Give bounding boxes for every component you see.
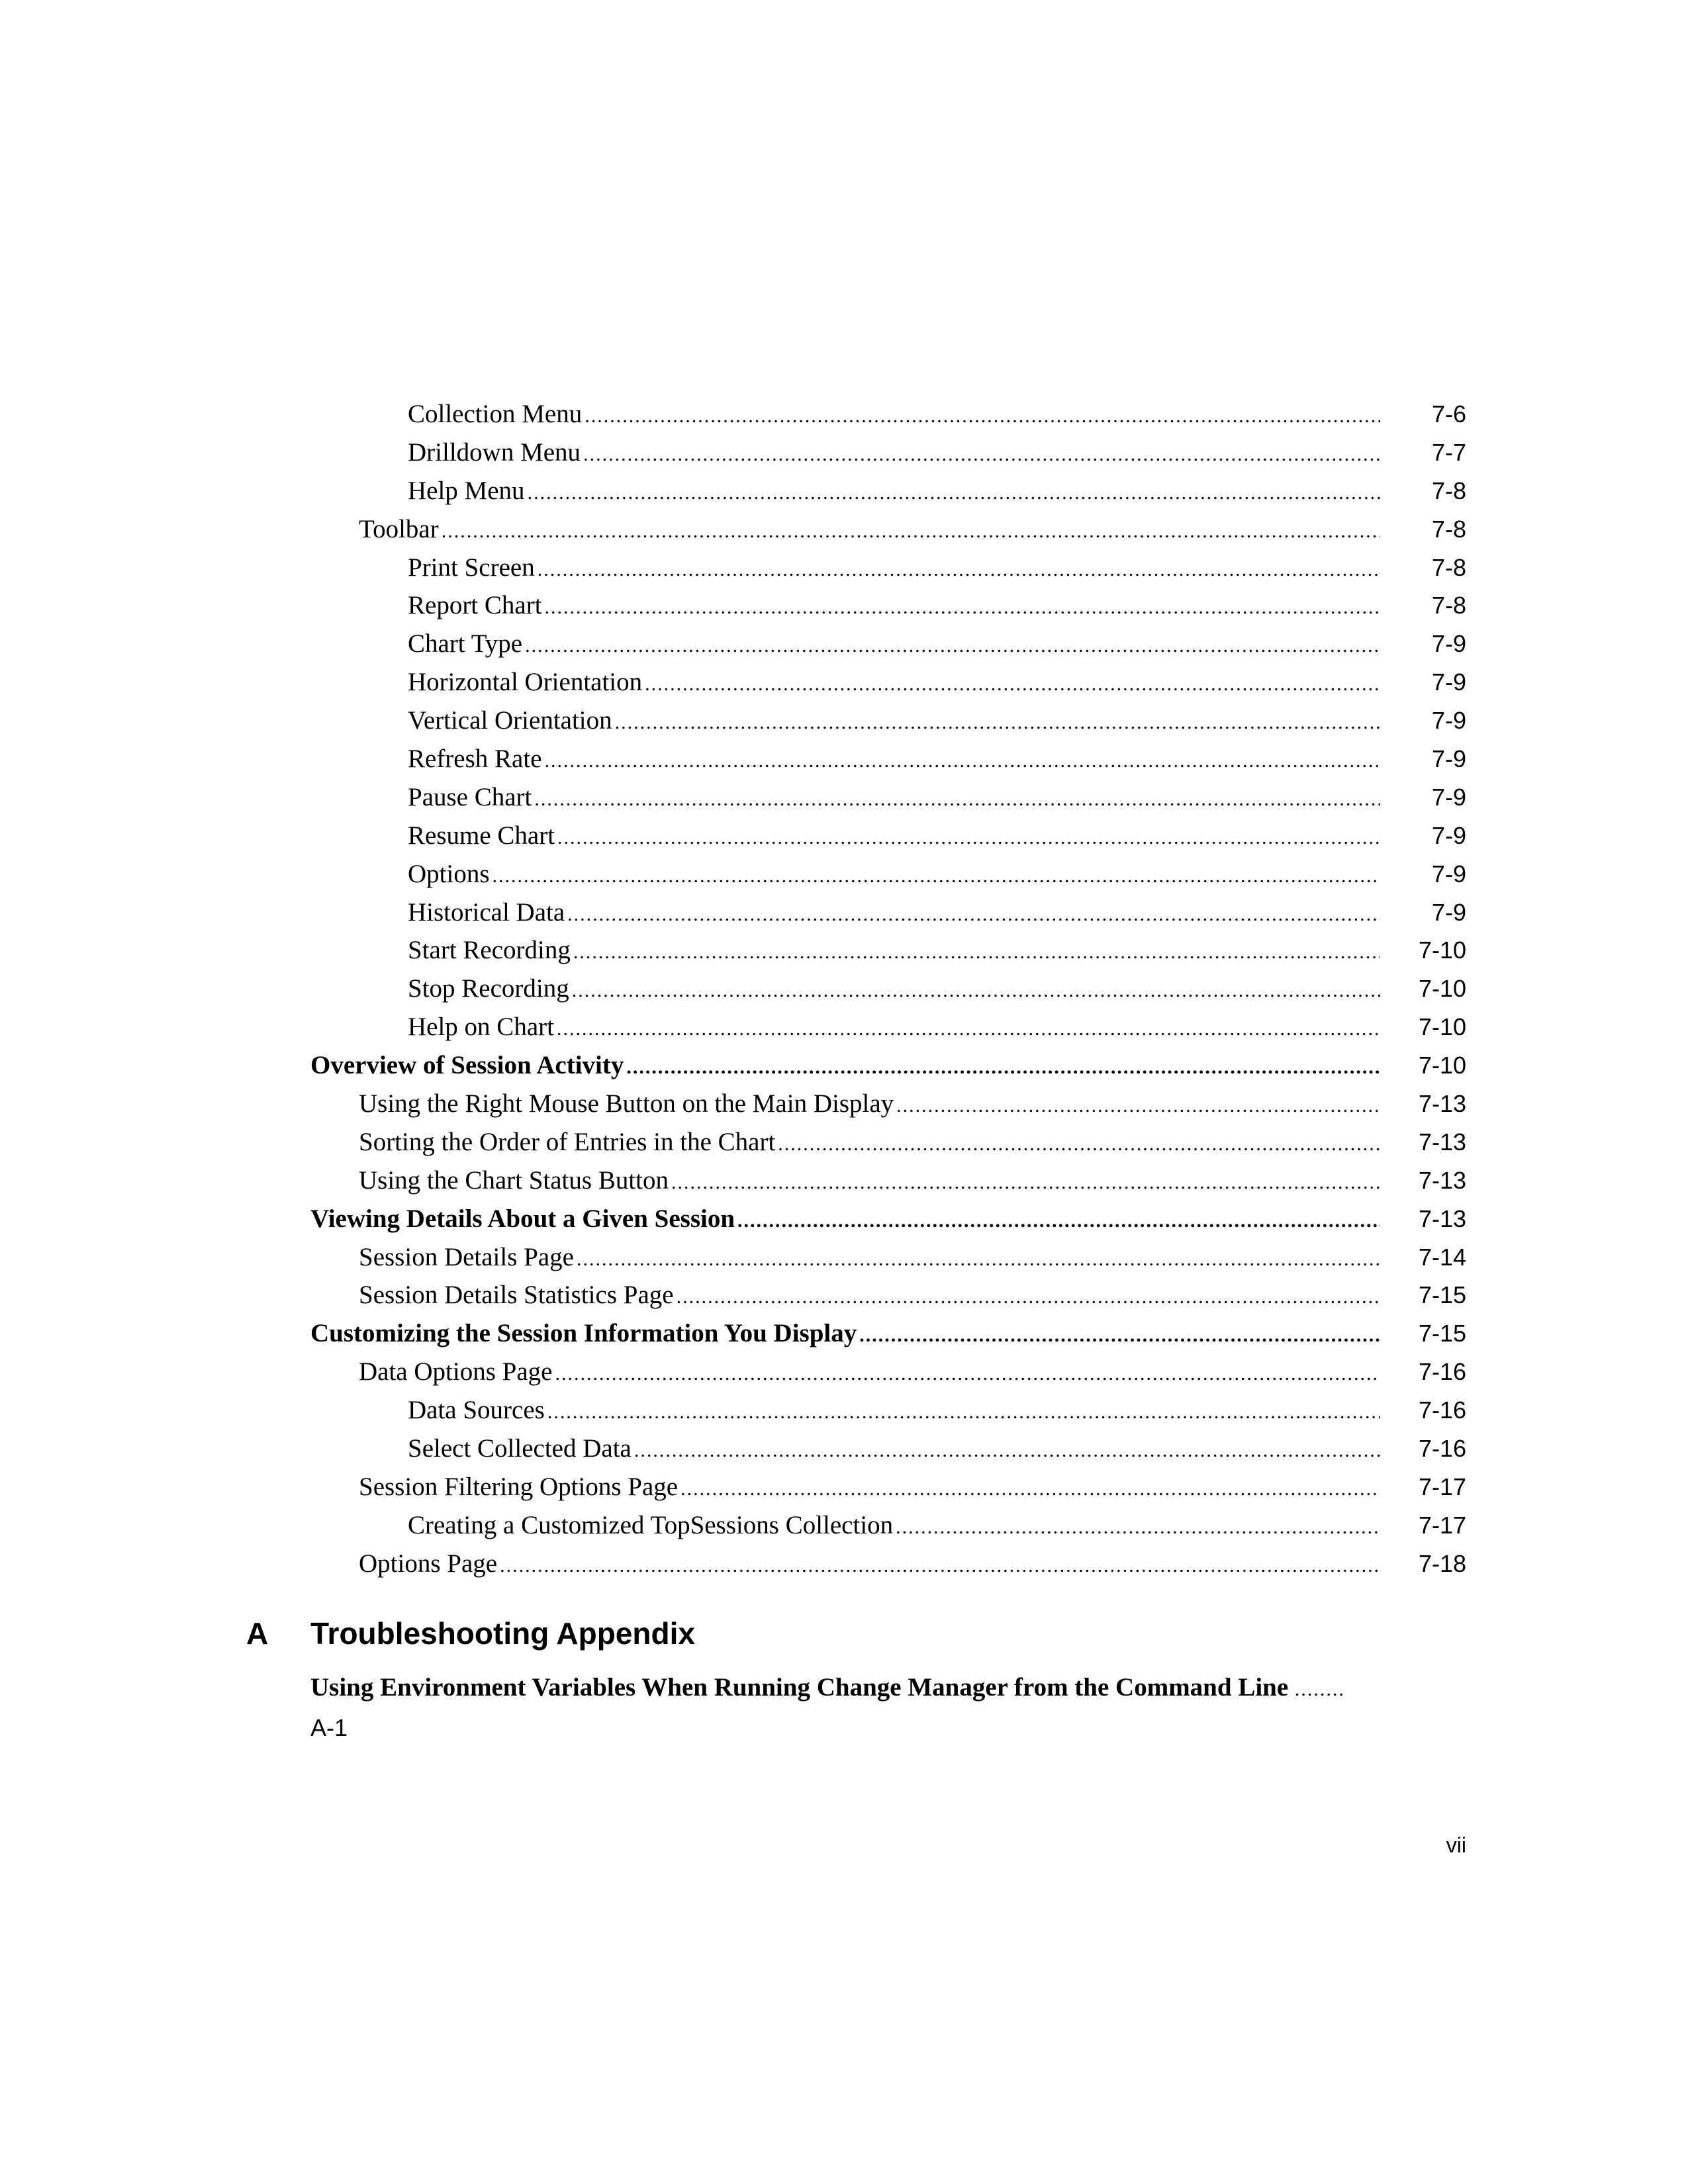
toc-entry-label: Overview of Session Activity bbox=[310, 1051, 624, 1080]
toc-entry-text bbox=[408, 970, 1380, 1010]
dot-leader bbox=[577, 1240, 1380, 1279]
toc-entry-label: Report Chart bbox=[408, 591, 542, 620]
dot-leader bbox=[680, 1470, 1380, 1508]
toc-entry-text bbox=[408, 855, 1380, 895]
toc-entry-label: Help Menu bbox=[408, 476, 525, 505]
toc-entry-label: Options Page bbox=[359, 1549, 498, 1578]
dot-leader bbox=[573, 933, 1380, 972]
toc-entry-page: 7-10 bbox=[1418, 975, 1466, 1003]
toc-entry-page: 7-13 bbox=[1418, 1090, 1466, 1118]
toc-entry-label: Drilldown Menu bbox=[408, 437, 581, 467]
toc-entry-label: Horizontal Orientation bbox=[408, 668, 643, 697]
toc-entry-label: Sorting the Order of Entries in the Chart bbox=[359, 1127, 776, 1156]
toc-entry-page: 7-13 bbox=[1418, 1128, 1466, 1156]
toc-entry-label: Help on Chart bbox=[408, 1013, 554, 1042]
toc-entry-text bbox=[408, 1008, 1380, 1048]
toc-entry-label: Pause Chart bbox=[408, 782, 532, 811]
toc-entry[interactable] bbox=[0, 1314, 1688, 1353]
toc-entry-page: 7-10 bbox=[1418, 1013, 1466, 1041]
toc-entry-text bbox=[408, 549, 1380, 589]
toc-entry-text bbox=[408, 395, 1380, 435]
toc-entry-text bbox=[310, 1046, 1380, 1087]
dot-leader bbox=[677, 1278, 1380, 1316]
toc-entry[interactable] bbox=[0, 1123, 1688, 1161]
dot-leader bbox=[585, 397, 1380, 435]
toc-entry[interactable] bbox=[0, 625, 1688, 663]
toc-entry-page: 7-18 bbox=[1418, 1549, 1466, 1577]
toc-entry-text bbox=[408, 740, 1380, 780]
toc-entry-label: Using Environment Variables When Running Change Manager from the Command Line bbox=[310, 1673, 1289, 1702]
toc-entry-label: Collection Menu bbox=[408, 400, 583, 428]
dot-leader: ........ bbox=[1294, 1678, 1345, 1700]
toc-entry-page: 7-6 bbox=[1431, 400, 1466, 428]
dot-leader bbox=[545, 742, 1380, 780]
toc-entry-text bbox=[408, 1391, 1380, 1432]
toc-entry-label: Using the Chart Status Button bbox=[359, 1165, 669, 1195]
toc-entry[interactable] bbox=[0, 1353, 1688, 1391]
dot-leader bbox=[615, 704, 1380, 742]
toc-entry[interactable] bbox=[0, 1430, 1688, 1468]
dot-leader bbox=[572, 972, 1380, 1010]
toc-entry-text bbox=[408, 778, 1380, 819]
toc-entry-label: Customizing the Session Information You Display bbox=[310, 1319, 857, 1348]
toc-entry-page: 7-9 bbox=[1431, 668, 1466, 696]
toc-entry[interactable] bbox=[0, 817, 1688, 855]
toc-entry-page: 7-7 bbox=[1431, 438, 1466, 466]
dot-leader bbox=[583, 435, 1380, 474]
toc-entry-text bbox=[408, 931, 1380, 972]
toc-entry-page: 7-10 bbox=[1418, 1052, 1466, 1079]
toc-entry-text bbox=[408, 702, 1380, 742]
toc-entry-page: A-1 bbox=[310, 1714, 348, 1741]
toc-entry[interactable] bbox=[0, 1506, 1688, 1545]
toc-entry-text bbox=[408, 433, 1380, 474]
toc-entry-text bbox=[359, 1123, 1380, 1163]
toc-entry[interactable] bbox=[0, 970, 1688, 1008]
toc-entry[interactable] bbox=[0, 433, 1688, 472]
dot-leader bbox=[859, 1316, 1380, 1355]
toc-entry-text bbox=[408, 663, 1380, 704]
appendix-letter: A bbox=[246, 1616, 269, 1651]
toc-entry-text bbox=[408, 817, 1380, 857]
dot-leader bbox=[557, 1010, 1380, 1048]
toc-entry-label: Start Recording bbox=[408, 936, 571, 965]
toc-entry[interactable] bbox=[0, 663, 1688, 702]
toc-entry[interactable] bbox=[0, 1276, 1688, 1314]
toc-entry[interactable] bbox=[0, 549, 1688, 587]
toc-entry-text bbox=[359, 1276, 1380, 1316]
toc-entry-label: Using the Right Mouse Button on the Main Display bbox=[359, 1089, 894, 1118]
toc-entry-page: 7-8 bbox=[1431, 553, 1466, 581]
toc-entry-page: 7-9 bbox=[1431, 898, 1466, 926]
toc-entry-page: 7-9 bbox=[1431, 783, 1466, 811]
appendix-toc-entry[interactable] bbox=[310, 1668, 1466, 1747]
toc-entry-label: Historical Data bbox=[408, 897, 565, 927]
appendix-heading bbox=[0, 1614, 1688, 1653]
toc-entry-text bbox=[359, 1353, 1380, 1393]
dot-leader bbox=[545, 588, 1380, 627]
toc-entry-text bbox=[408, 625, 1380, 665]
dot-leader bbox=[896, 1087, 1380, 1125]
dot-leader bbox=[500, 1547, 1380, 1585]
toc-entry-label: Session Filtering Options Page bbox=[359, 1472, 679, 1501]
toc-entry-label: Select Collected Data bbox=[408, 1434, 632, 1463]
toc-entry-page: 7-17 bbox=[1418, 1511, 1466, 1539]
toc-entry-label: Print Screen bbox=[408, 553, 535, 582]
toc-entry-page: 7-16 bbox=[1418, 1358, 1466, 1386]
toc-entry-text bbox=[359, 1468, 1380, 1508]
toc-entry[interactable] bbox=[0, 855, 1688, 893]
toc-entry-page: 7-16 bbox=[1418, 1396, 1466, 1424]
dot-leader bbox=[778, 1125, 1380, 1163]
toc-entry-page: 7-9 bbox=[1431, 707, 1466, 735]
toc-entry-text bbox=[408, 586, 1380, 627]
toc-entry-page: 7-8 bbox=[1431, 515, 1466, 543]
toc-entry-label: Session Details Statistics Page bbox=[359, 1281, 674, 1310]
dot-leader bbox=[737, 1202, 1380, 1240]
dot-leader bbox=[555, 1355, 1380, 1393]
toc-entry-label: Viewing Details About a Given Session bbox=[310, 1204, 735, 1233]
toc-entry-text bbox=[359, 1161, 1380, 1202]
toc-entry-label: Stop Recording bbox=[408, 974, 569, 1003]
toc-entry-page: 7-13 bbox=[1418, 1205, 1466, 1232]
toc-entry-label: Resume Chart bbox=[408, 821, 555, 850]
toc-entry[interactable] bbox=[0, 893, 1688, 932]
dot-leader bbox=[671, 1163, 1380, 1202]
toc-entry-text bbox=[408, 472, 1380, 512]
toc-entry[interactable] bbox=[0, 1008, 1688, 1046]
toc-entry-page: 7-10 bbox=[1418, 936, 1466, 964]
toc-entry[interactable] bbox=[0, 931, 1688, 970]
appendix-title: Troubleshooting Appendix bbox=[310, 1616, 695, 1651]
toc-entry[interactable] bbox=[0, 1545, 1688, 1583]
toc-entry[interactable] bbox=[0, 778, 1688, 817]
toc-entry-page: 7-15 bbox=[1418, 1320, 1466, 1347]
toc-entry[interactable] bbox=[0, 1200, 1688, 1238]
toc-entry-label: Data Sources bbox=[408, 1396, 545, 1425]
toc-entry-page: 7-13 bbox=[1418, 1166, 1466, 1194]
toc-entry[interactable] bbox=[0, 702, 1688, 740]
toc-entry-text bbox=[359, 1545, 1380, 1585]
toc-entry-label: Data Options Page bbox=[359, 1357, 553, 1387]
dot-leader bbox=[538, 551, 1380, 589]
toc-entry-label: Creating a Customized TopSessions Collection bbox=[408, 1510, 894, 1539]
toc-entry[interactable] bbox=[0, 1468, 1688, 1506]
toc-entry-label: Refresh Rate bbox=[408, 745, 542, 774]
toc-entry[interactable] bbox=[0, 1391, 1688, 1430]
toc-entry[interactable] bbox=[0, 740, 1688, 778]
dot-leader bbox=[896, 1508, 1380, 1547]
dot-leader bbox=[557, 819, 1380, 857]
toc-entry[interactable] bbox=[0, 1238, 1688, 1277]
dot-leader bbox=[528, 474, 1380, 512]
toc-entry[interactable] bbox=[0, 395, 1688, 433]
toc-entry-text bbox=[310, 1200, 1380, 1240]
toc-entry-text bbox=[359, 1085, 1380, 1125]
toc-entry-text bbox=[310, 1314, 1380, 1355]
toc-entry-label: Chart Type bbox=[408, 629, 523, 659]
dot-leader bbox=[567, 895, 1380, 934]
toc-entry-text bbox=[408, 893, 1380, 934]
toc-entry-text bbox=[359, 510, 1380, 551]
toc-entry-page: 7-17 bbox=[1418, 1473, 1466, 1500]
toc-entry-page: 7-8 bbox=[1431, 477, 1466, 504]
toc-entry-page: 7-16 bbox=[1418, 1435, 1466, 1463]
toc-entry[interactable] bbox=[0, 510, 1688, 549]
toc-entry-page: 7-8 bbox=[1431, 592, 1466, 619]
toc-entry-page: 7-9 bbox=[1431, 860, 1466, 887]
toc-entry-label: Options bbox=[408, 859, 490, 888]
dot-leader bbox=[492, 857, 1380, 895]
toc-entry-label: Vertical Orientation bbox=[408, 706, 612, 735]
toc-entry-page: 7-15 bbox=[1418, 1281, 1466, 1309]
toc-entry-text bbox=[408, 1506, 1380, 1547]
toc-entry[interactable] bbox=[0, 1161, 1688, 1200]
dot-leader bbox=[645, 665, 1380, 704]
dot-leader bbox=[534, 780, 1380, 819]
toc-entry-label: Toolbar bbox=[359, 514, 439, 543]
dot-leader bbox=[547, 1393, 1380, 1432]
toc-entry-page: 7-9 bbox=[1431, 745, 1466, 773]
dot-leader bbox=[525, 627, 1380, 665]
dot-leader bbox=[634, 1432, 1380, 1470]
toc-entry-text bbox=[359, 1238, 1380, 1279]
dot-leader bbox=[442, 512, 1380, 551]
toc-entry[interactable] bbox=[0, 472, 1688, 510]
table-of-contents bbox=[0, 395, 1688, 1583]
toc-entry[interactable] bbox=[0, 586, 1688, 625]
toc-entry-page: 7-9 bbox=[1431, 821, 1466, 849]
toc-entry[interactable] bbox=[0, 1085, 1688, 1123]
toc-entry[interactable] bbox=[0, 1046, 1688, 1085]
page-number: vii bbox=[1446, 1833, 1466, 1857]
toc-entry-text bbox=[408, 1430, 1380, 1470]
toc-entry-label: Session Details Page bbox=[359, 1242, 574, 1271]
dot-leader bbox=[626, 1048, 1380, 1087]
toc-entry-page: 7-9 bbox=[1431, 630, 1466, 658]
toc-entry-page: 7-14 bbox=[1418, 1243, 1466, 1271]
